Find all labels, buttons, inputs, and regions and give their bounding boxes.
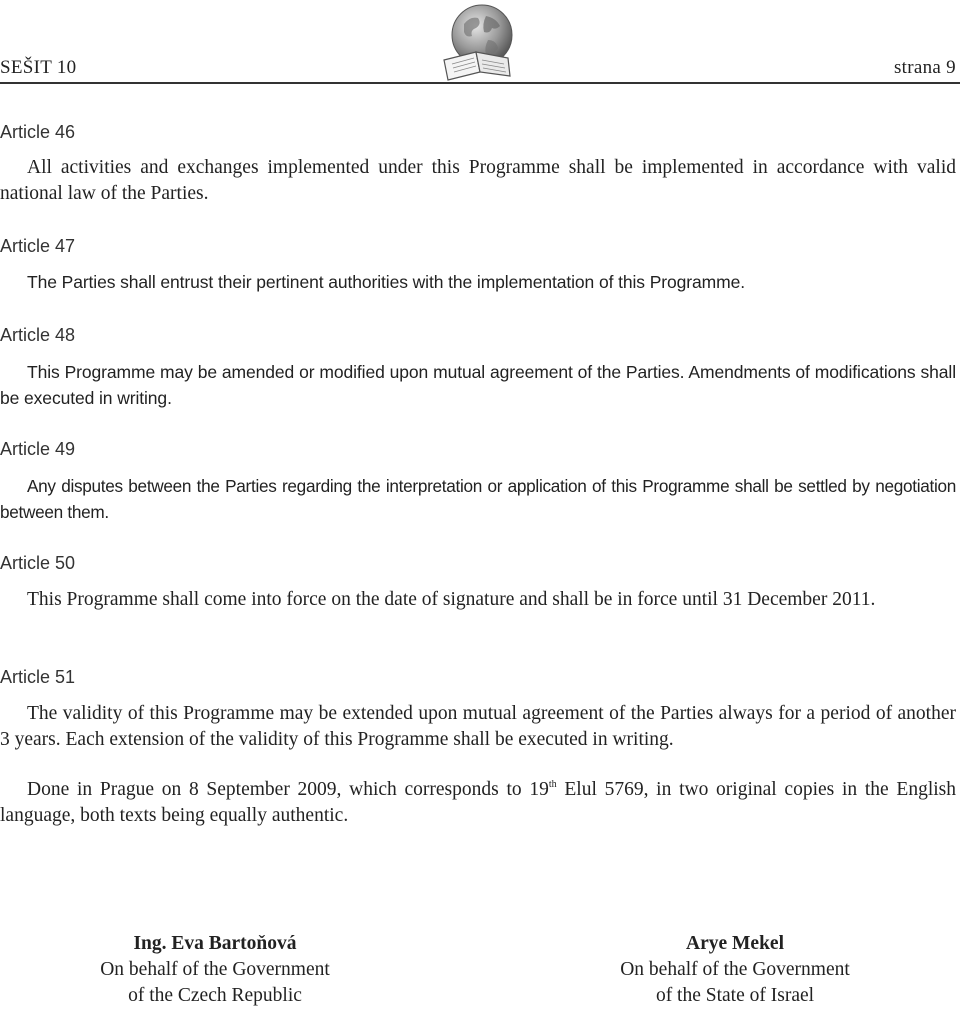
ordinal-superscript: th: [548, 778, 557, 790]
article-51-heading: Article 51: [0, 667, 76, 687]
signature-block-czech: [45, 931, 385, 1009]
signatory-name: Ing. Eva Bartoňová: [133, 933, 297, 954]
article-46-text: All activities and exchanges implemented under this Programme shall be implemented in accordance with valid national law of the Parties.: [0, 157, 956, 204]
article-49-heading: Article 49: [0, 439, 76, 459]
article-49-text: Any disputes between the Parties regarding the interpretation or application of this Programme shall be settled by negotiation between them.: [0, 476, 956, 522]
signatory-role: On behalf of the Government: [100, 959, 330, 980]
article-47-text: The Parties shall entrust their pertinent authorities with the implementation of this Programme.: [27, 272, 745, 292]
article-51-text: The validity of this Programme may be extended upon mutual agreement of the Parties always for a period of another 3 years. Each extension of the validity of this Programme shall be executed in writing.: [0, 703, 956, 750]
article-47-heading: Article 47: [0, 236, 76, 256]
header-rule: [0, 82, 960, 84]
article-48-heading: Article 48: [0, 325, 76, 345]
article-50-text: This Programme shall come into force on the date of signature and shall be in force until 31 December 2011.: [27, 589, 876, 610]
article-46-heading: Article 46: [0, 122, 76, 142]
closing-text-end: Elul 5769, in two original copies in the English language, both texts being equally authentic.: [0, 779, 956, 826]
article-48-text: This Programme may be amended or modified upon mutual agreement of the Parties. Amendments of modifications shall be executed in writing.: [0, 362, 956, 408]
signatory-country: of the Czech Republic: [128, 985, 302, 1006]
signatory-country: of the State of Israel: [655, 985, 815, 1006]
signatory-name: Arye Mekel: [686, 933, 784, 954]
globe-with-open-book-icon: [432, 2, 524, 82]
page-number: strana 9: [893, 57, 956, 78]
closing-text-start: Done in Prague on 8 September 2009, which corresponds to 19: [27, 779, 549, 800]
article-50-heading: Article 50: [0, 553, 76, 573]
issue-label: SEŠIT 10: [0, 57, 77, 78]
signature-block-israel: [565, 931, 905, 1009]
closing-paragraph: [0, 777, 956, 829]
signatory-role: On behalf of the Government: [620, 959, 850, 980]
